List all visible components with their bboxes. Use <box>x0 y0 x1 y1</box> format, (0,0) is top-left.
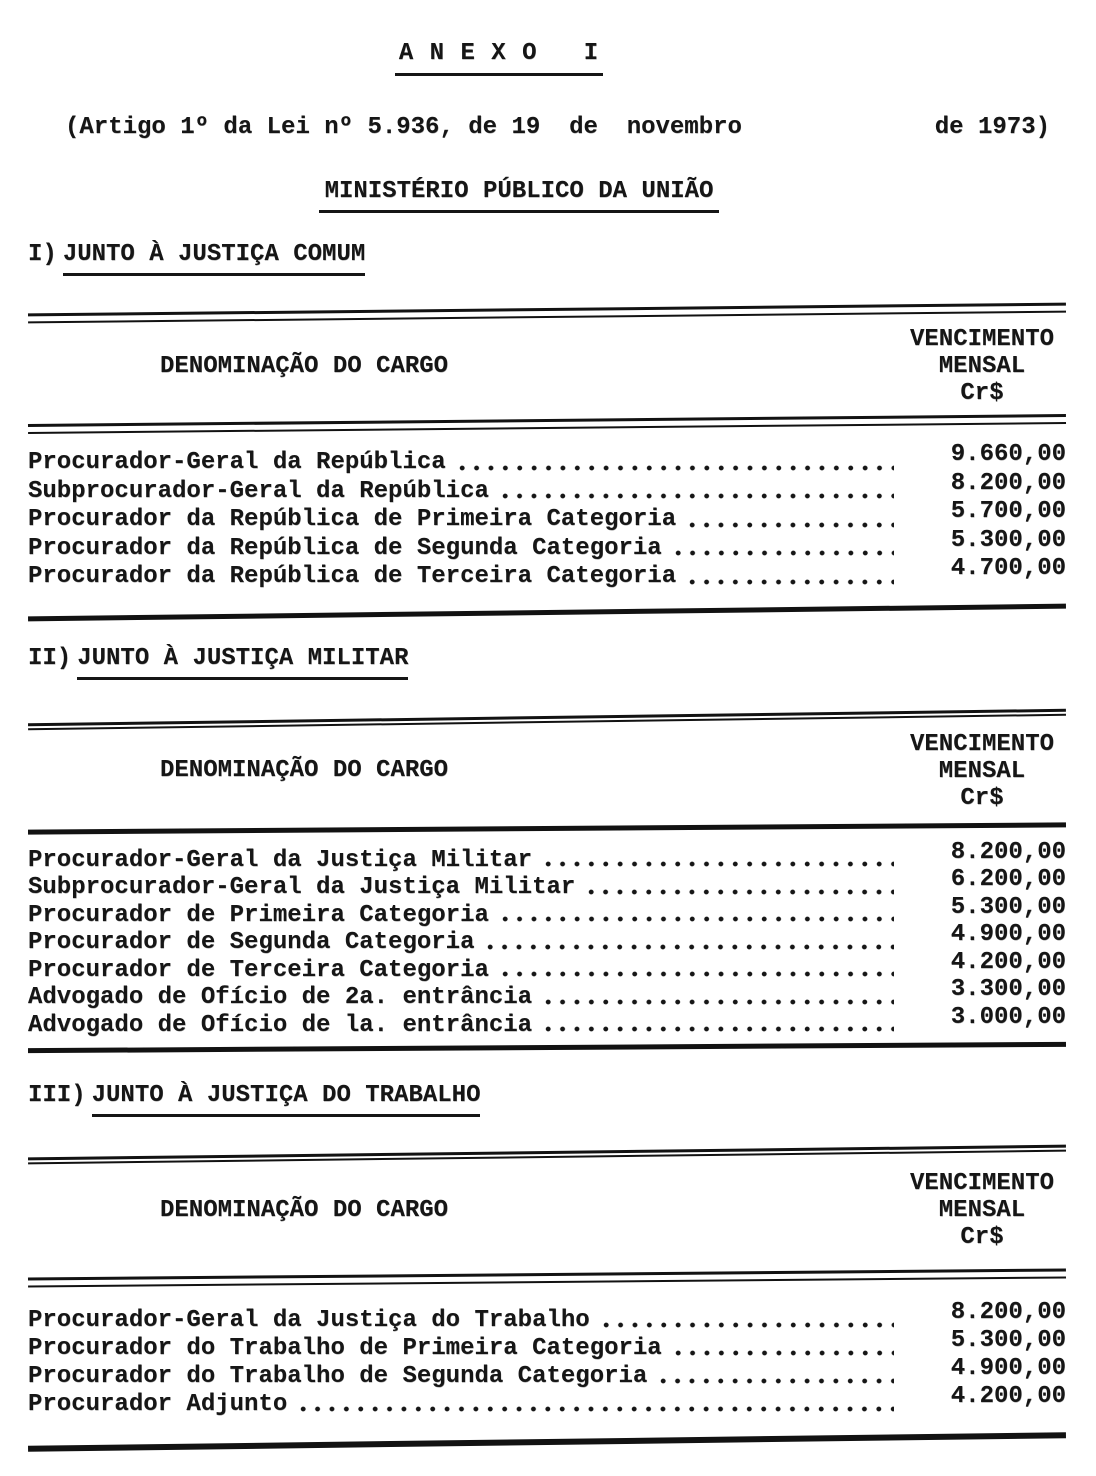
row-cargo: Procurador da República de Segunda Categoria <box>28 534 662 562</box>
row-cargo: Procurador da República de Primeira Categoria <box>28 506 677 533</box>
row-cargo: Procurador da República de Terceira Categoria <box>28 563 677 590</box>
row-cargo: Procurador Adjunto <box>28 1391 288 1418</box>
row-leader-dots <box>685 506 894 535</box>
row-cargo: Advogado de Ofício de la. entrância <box>28 1011 533 1039</box>
row-cargo: Procurador-Geral da República <box>28 449 446 476</box>
column-header-cargo: DENOMINAÇÃO DO CARGO <box>160 352 449 380</box>
row-value: 5.300,00 <box>950 526 1066 554</box>
section-title: JUNTO À JUSTIÇA DO TRABALHO <box>92 1082 481 1117</box>
row-cargo: Procurador-Geral da Justiça do Trabalho <box>28 1307 590 1334</box>
table-body <box>28 838 1066 1040</box>
row-value: 4.900,00 <box>950 1355 1066 1382</box>
row-cargo: Subprocurador-Geral da Justiça Militar <box>28 874 576 901</box>
row-leader-dots <box>498 957 894 985</box>
section-heading <box>28 241 1066 276</box>
row-value: 5.300,00 <box>950 1327 1066 1354</box>
row-value: 3.000,00 <box>950 1003 1066 1031</box>
vencimento-line3: Cr$ <box>960 1224 1004 1251</box>
vencimento-line2: MENSAL <box>938 757 1026 785</box>
table-header <box>28 1170 1066 1251</box>
header-separator-rule <box>28 414 1066 434</box>
row-value: 5.700,00 <box>950 498 1066 525</box>
table-body <box>28 1299 1066 1419</box>
ministry-title-row <box>28 178 1066 213</box>
column-header-vencimento <box>898 326 1066 407</box>
row-leader-dots <box>671 1335 894 1363</box>
row-leader-dots <box>584 874 894 902</box>
row-cargo: Procurador de Primeira Categoria <box>28 901 489 929</box>
section-justica-trabalho <box>28 1082 1066 1445</box>
row-value: 5.300,00 <box>950 893 1066 921</box>
table-top-rule <box>28 1145 1066 1165</box>
row-leader-dots <box>483 929 894 957</box>
section-number: I) <box>28 241 57 268</box>
row-cargo: Subprocurador-Geral da República <box>28 477 489 505</box>
section-heading <box>28 645 1066 680</box>
section-justica-comum <box>28 241 1066 615</box>
row-leader-dots <box>498 902 894 930</box>
vencimento-line1: VENCIMENTO <box>909 326 1055 353</box>
column-header-vencimento <box>898 1170 1066 1251</box>
row-leader-dots <box>656 1363 894 1391</box>
page-bottom-rule <box>28 1432 1066 1452</box>
artigo-line <box>28 114 1066 142</box>
section-number: III) <box>28 1082 86 1109</box>
row-value: 6.200,00 <box>950 866 1066 893</box>
row-leader-dots <box>685 563 894 592</box>
header-separator-rule <box>28 1268 1066 1287</box>
table-row <box>28 1003 1066 1040</box>
row-leader-dots <box>541 984 894 1012</box>
section-number: II) <box>28 644 72 672</box>
artigo-text-left: (Artigo 1º da Lei nº 5.936, de 19 de novembro <box>65 114 742 141</box>
annex-title: A N E X O I <box>395 40 603 76</box>
row-leader-dots <box>671 535 894 564</box>
table-row <box>28 1383 1066 1419</box>
table-top-rule <box>28 708 1066 729</box>
row-value: 3.300,00 <box>950 976 1066 1003</box>
table-row <box>28 555 1066 592</box>
section-title: JUNTO À JUSTIÇA MILITAR <box>77 645 408 680</box>
row-leader-dots <box>599 1307 894 1335</box>
row-cargo: Procurador-Geral da Justiça Militar <box>28 846 533 874</box>
table-bottom-rule <box>28 1042 1066 1053</box>
row-value: 4.900,00 <box>950 921 1066 948</box>
vencimento-line2: MENSAL <box>938 353 1026 380</box>
annex-title-row <box>28 40 1066 76</box>
row-cargo: Procurador de Terceira Categoria <box>28 956 489 984</box>
vencimento-line2: MENSAL <box>938 1197 1026 1224</box>
vencimento-line3: Cr$ <box>960 784 1004 812</box>
row-leader-dots <box>498 478 894 507</box>
row-leader-dots <box>296 1391 894 1419</box>
row-value: 4.200,00 <box>950 948 1066 976</box>
table-top-rule <box>28 303 1066 324</box>
ministry-title: MINISTÉRIO PÚBLICO DA UNIÃO <box>319 178 720 213</box>
row-cargo: Procurador do Trabalho de Segunda Categoria <box>28 1363 648 1390</box>
row-value: 8.200,00 <box>950 838 1066 866</box>
header-separator-rule <box>28 822 1066 834</box>
row-value: 8.200,00 <box>950 469 1066 497</box>
column-header-cargo: DENOMINAÇÃO DO CARGO <box>160 1196 449 1224</box>
row-leader-dots <box>455 449 894 478</box>
table-header <box>28 326 1066 407</box>
vencimento-line1: VENCIMENTO <box>909 1170 1055 1197</box>
section-justica-militar <box>28 645 1066 1051</box>
vencimento-line3: Cr$ <box>960 380 1004 407</box>
row-leader-dots <box>541 847 894 875</box>
row-value: 4.200,00 <box>950 1383 1066 1410</box>
artigo-text-right: de 1973) <box>934 114 1050 141</box>
vencimento-line1: VENCIMENTO <box>909 730 1055 758</box>
row-cargo: Procurador de Segunda Categoria <box>28 929 475 956</box>
row-cargo: Advogado de Ofício de 2a. entrância <box>28 984 533 1011</box>
section-heading <box>28 1082 1066 1117</box>
column-header-cargo: DENOMINAÇÃO DO CARGO <box>160 757 449 784</box>
row-value: 4.700,00 <box>950 555 1066 582</box>
table-header <box>28 731 1066 812</box>
column-header-vencimento <box>898 731 1066 812</box>
row-value: 9.660,00 <box>950 441 1066 468</box>
table-body <box>28 441 1066 592</box>
table-bottom-rule <box>28 603 1066 621</box>
section-title: JUNTO À JUSTIÇA COMUM <box>63 241 365 276</box>
row-leader-dots <box>541 1012 894 1040</box>
row-cargo: Procurador do Trabalho de Primeira Categoria <box>28 1335 662 1362</box>
row-value: 8.200,00 <box>950 1299 1066 1326</box>
